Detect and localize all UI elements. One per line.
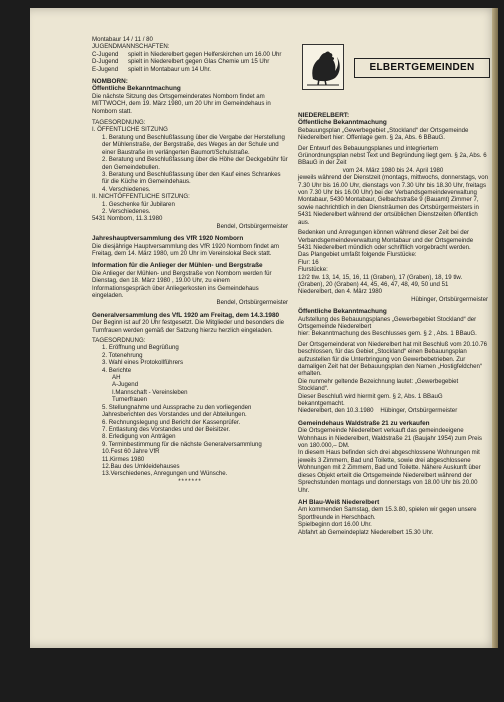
notice-body: Bedenken und Anregungen können während dieser Zeit bei der Verbandsgemeindeverwaltung Montabaur und der Ortsgemeinde 5431 Niederelbert mündlich oder schriftlich vorgebracht werden. xyxy=(298,229,474,251)
place-heading: NIEDERELBERT: xyxy=(298,112,350,119)
notice-body: Der Entwurf des Bebauungsplanes und integriertem Grünordnungsplan nebst Text und Begründung liegt gem. § 2a, Abs. 6 BBauG in der Zeit xyxy=(298,144,487,167)
agenda-item: 4. Verschiedenes. xyxy=(102,185,151,193)
page-edge xyxy=(492,8,498,648)
rooster-emblem-icon xyxy=(302,44,344,90)
notice-body: hier: Bekanntmachung des Beschlusses gem. § 2 , Abs. 1 BBauG. xyxy=(298,330,477,338)
separator-stars: ******* xyxy=(178,477,202,485)
niederelbert-notice-2 xyxy=(298,308,488,415)
place-heading: NOMBORN: xyxy=(92,78,128,86)
agenda-section: II. NICHTÖFFENTLICHE SITZUNG: xyxy=(92,193,190,201)
notice-signature: Bendel, Ortsbürgermeister xyxy=(216,299,288,307)
agenda-item: 9. Terminbestimmung für die nächste Generalversammlung xyxy=(102,440,262,448)
agenda-item: 3. Beratung und Beschlußfassung über den Kauf eines Schrankes für die Küche im Gemeindehaus. xyxy=(102,170,281,186)
notice-body: Die nunmehr geltende Bezeichnung lautet: „Gewerbegebiet Stockland“. xyxy=(298,377,459,393)
youth-text: spielt in Niederelbert gegen Glas Chemie um 15 Uhr xyxy=(128,58,270,66)
youth-text: spielt in Niederelbert gegen Helferskirchen um 16.00 Uhr xyxy=(128,50,282,58)
agenda-item: 2. Beratung und Beschlußfassung über die Höhe der Deckgebühr für den Gemeindebullen. xyxy=(102,156,288,171)
youth-team: E-Jugend xyxy=(92,65,119,73)
youth-list xyxy=(92,51,288,73)
vfr-meeting-notice xyxy=(92,235,288,257)
notice-body: Am kommenden Samstag, dem 15.3.80, spielen wir gegen unsere Sportfreunde in Herschbach. xyxy=(298,506,477,521)
youth-text: spielt in Montabaur um 14 Uhr. xyxy=(128,65,211,73)
notice-body: Die Ortsgemeinde Niederelbert verkauft das gemeindeeigene Wohnhaus in Niederelbert, Waldstraße 21 (Baujahr 1954) zum Preis von 180.000,– DM. xyxy=(298,427,482,450)
notice-body: Der Ortsgemeinderat von Niederelbert hat mit Beschluß vom 20.10.76 beschlossen, für das Gebiet „Stockland“ einen Bebauungsplan aufzustellen für die Unterbringung von Gewerbebetrieben. Zur damaligen Zeit hat der Bebauungsplan den Namen „Hostigfeldchen“ erhalten. xyxy=(298,340,487,378)
agenda-label: TAGESORDNUNG: xyxy=(92,337,146,345)
agenda-item: 3. Wahl eines Protokollführers xyxy=(102,359,184,367)
notice-title: Öffentliche Bekanntmachung xyxy=(92,85,181,93)
right-column xyxy=(298,112,488,536)
notice-title: Jahreshauptversammlung des VfR 1920 Nomborn xyxy=(92,235,244,243)
departure-time: Abfahrt ab Gemeindeplatz Niederelbert 15.30 Uhr. xyxy=(298,528,434,536)
notice-date: Niederelbert, den 10.3.1980 xyxy=(298,407,374,415)
agenda-item: 2. Verschiedenes. xyxy=(102,207,151,215)
notice-title: Öffentliche Bekanntmachung xyxy=(298,308,387,316)
notice-date: Niederelbert, den 4. März 1980 xyxy=(298,288,383,296)
report-item: A-Jugend xyxy=(112,381,139,389)
notice-date-signature xyxy=(298,407,488,414)
notice-body: Aufstellung des Bebauungsplanes „Gewerbegebiet Stockland“ der Ortsgemeinde Niederelbert xyxy=(298,315,477,330)
elbertgemeinden-header xyxy=(298,44,492,92)
left-column xyxy=(92,36,288,485)
youth-heading: JUGENDMANNSCHAFTEN: xyxy=(92,43,170,51)
notice-body: Der Beginn ist auf 20 Uhr festgesetzt. Die Mitglieder und besonders die Turnfrauen werden gemäß der Satzung hierzu herzlich eingeladen. xyxy=(92,319,285,334)
agenda-item: 11.Kirmes 1980 xyxy=(102,455,145,463)
nomborn-notice xyxy=(92,78,288,230)
notice-title: AH Blau-Weiß Niederelbert xyxy=(298,498,380,506)
agenda-item: 6. Rechnungslegung und Bericht der Kassenprüfer. xyxy=(102,418,241,426)
info-notice xyxy=(92,262,288,306)
notice-title: Information für die Anlieger der Mühlen- und Bergstraße xyxy=(92,262,263,270)
agenda-item: 13.Verschiedenes, Anregungen und Wünsche. xyxy=(102,470,228,478)
notice-signature: Bendel, Ortsbürgermeister xyxy=(216,222,288,230)
niederelbert-notice-1 xyxy=(298,112,488,303)
agenda-item: 8. Erledigung von Anträgen xyxy=(102,433,176,441)
agenda-section: I. ÖFFENTLICHE SITZUNG xyxy=(92,126,168,134)
notice-signature: Hübinger, Ortsbürgermeister xyxy=(380,407,458,415)
report-item: I.Mannschaft - Vereinsleben xyxy=(112,388,188,396)
parcels-list: 12/2 tlw. 13, 14, 15, 16, 11 (Graben), 17 (Graben), 18, 19 tlw. (Graben), 20 (Graben) 44, 45, 46, 47, 48, 49, 50 und 51 xyxy=(298,273,463,288)
agenda-item: 7. Entlastung des Vorstandes und der Beisitzer. xyxy=(102,425,231,433)
parcels-label: Flurstücke: xyxy=(298,266,328,274)
notice-body: Das Plangebiet umfaßt folgende Flurstücke: xyxy=(298,251,417,259)
kickoff-time: Spielbeginn dort 16.00 Uhr. xyxy=(298,521,372,529)
youth-team: C-Jugend xyxy=(92,50,119,58)
agenda-label: TAGESORDNUNG: xyxy=(92,119,146,127)
report-item: AH xyxy=(112,374,121,382)
notice-body: Dieser Beschluß wird hiermit gem. § 2, Abs. 1 BBauG bekanntgemacht. xyxy=(298,392,443,408)
house-sale-notice xyxy=(298,420,488,494)
notice-body: In diesem Haus befinden sich drei abgeschlossene Wohnungen mit jeweils 3 Zimmern, Bad und Toilette, sowie drei abgeschlossene Wohnungen mit 2 Zimmern, Bad und Toilette. Nähere Auskunft über dieses Objekt erteilt die Ortsgemeinde Niederelbert während der Sprechstunden montags und donnerstags von 18.00 Uhr bis 20.00 Uhr. xyxy=(298,449,481,494)
notice-title: Gemeindehaus Waldstraße 21 zu verkaufen xyxy=(298,419,430,427)
youth-team: D-Jugend xyxy=(92,58,119,66)
agenda-item: 12.Bau des Umkleidehauses xyxy=(102,462,180,470)
notice-date: 5431 Nomborn, 11.3.1980 xyxy=(92,215,163,223)
intro-line: Montabaur 14 / 11 / 80 xyxy=(92,36,153,43)
flur-label: Flur: 16 xyxy=(298,258,319,266)
report-item: Turnerfrauen xyxy=(112,396,148,404)
ah-blau-weiss-notice xyxy=(298,499,488,536)
notice-body: jeweils während der Dienstzeit (montags, mittwochs, donnerstags, von 7.30 Uhr bis 16.00 Uhr, dienstags von 7.30 Uhr bis 18.30 Uhr, freitags von 7.30 Uhr bis 16.00 Uhr) bei der Verbandsgemeindeverwaltung Montabaur, 5430 Montabaur, Gelbachstraße 9 (Bauamt) Zimmer 7, sowie nachrichtlich in den Diensträumen des Ortsbürgermeisters in 5431 Niederelbert während der ortsüblichen Dienstzeiten öffentlich aus. xyxy=(298,174,489,226)
notice-dates: vom 24. März 1980 bis 24. April 1980 xyxy=(342,166,444,174)
notice-body: Die nächste Sitzung des Ortsgemeinderates Nomborn findet am MITTWOCH, dem 19. März 1980, um 20 Uhr im Gemeindehaus in Nomborn statt. xyxy=(92,92,271,115)
agenda-item: 2. Totenehrung xyxy=(102,351,143,359)
agenda-item: 1. Eröffnung und Begrüßung xyxy=(102,344,179,352)
general-assembly-notice xyxy=(92,312,288,485)
agenda-item: 4. Berichte xyxy=(102,366,132,374)
notice-body: Bebauungsplan „Gewerbegebiet „Stockland“ der Ortsgemeinde Niederelbert hier: Offenlage gem. § 2a, Abs. 6 BBauG. xyxy=(298,126,469,142)
agenda-item: 1. Geschenke für Jubilaren xyxy=(102,200,175,208)
notice-body: Die diesjährige Hauptversammlung des VfR 1920 Nomborn findet am Freitag, dem 14. März 1980, um 20 Uhr im Vereinslokal Beck statt. xyxy=(92,242,279,257)
notice-title: Öffentliche Bekanntmachung xyxy=(298,119,387,127)
agenda-item: 5. Stellungnahme und Aussprache zu den vorliegenden Jahresberichten des Vorstandes und der Abteilungen. xyxy=(102,403,252,419)
notice-signature: Hübinger, Ortsbürgermeister xyxy=(411,295,488,303)
agenda-item: 1. Beratung und Beschlußfassung über die Vergabe der Herstellung der Mühlenstraße, der Bergstraße, des Weges an der Schule und einer Baustraße im verlängerten Baumort/Schulstraße. xyxy=(102,133,285,156)
header-title: ELBERTGEMEINDEN xyxy=(354,58,490,78)
notice-body: Die Anlieger der Mühlen- und Bergstraße von Nomborn werden für Dienstag, den 18. März 1980 , 19.00 Uhr, zu einem Informationsgespräch über Anliegerkosten ins Gemeindehaus eingeladen. xyxy=(92,269,272,299)
notice-title: Generalversammlung des VfL 1920 am Freitag, dem 14.3.1980 xyxy=(92,311,280,319)
agenda-item: 10.Fest 60 Jahre VfR xyxy=(102,448,160,456)
